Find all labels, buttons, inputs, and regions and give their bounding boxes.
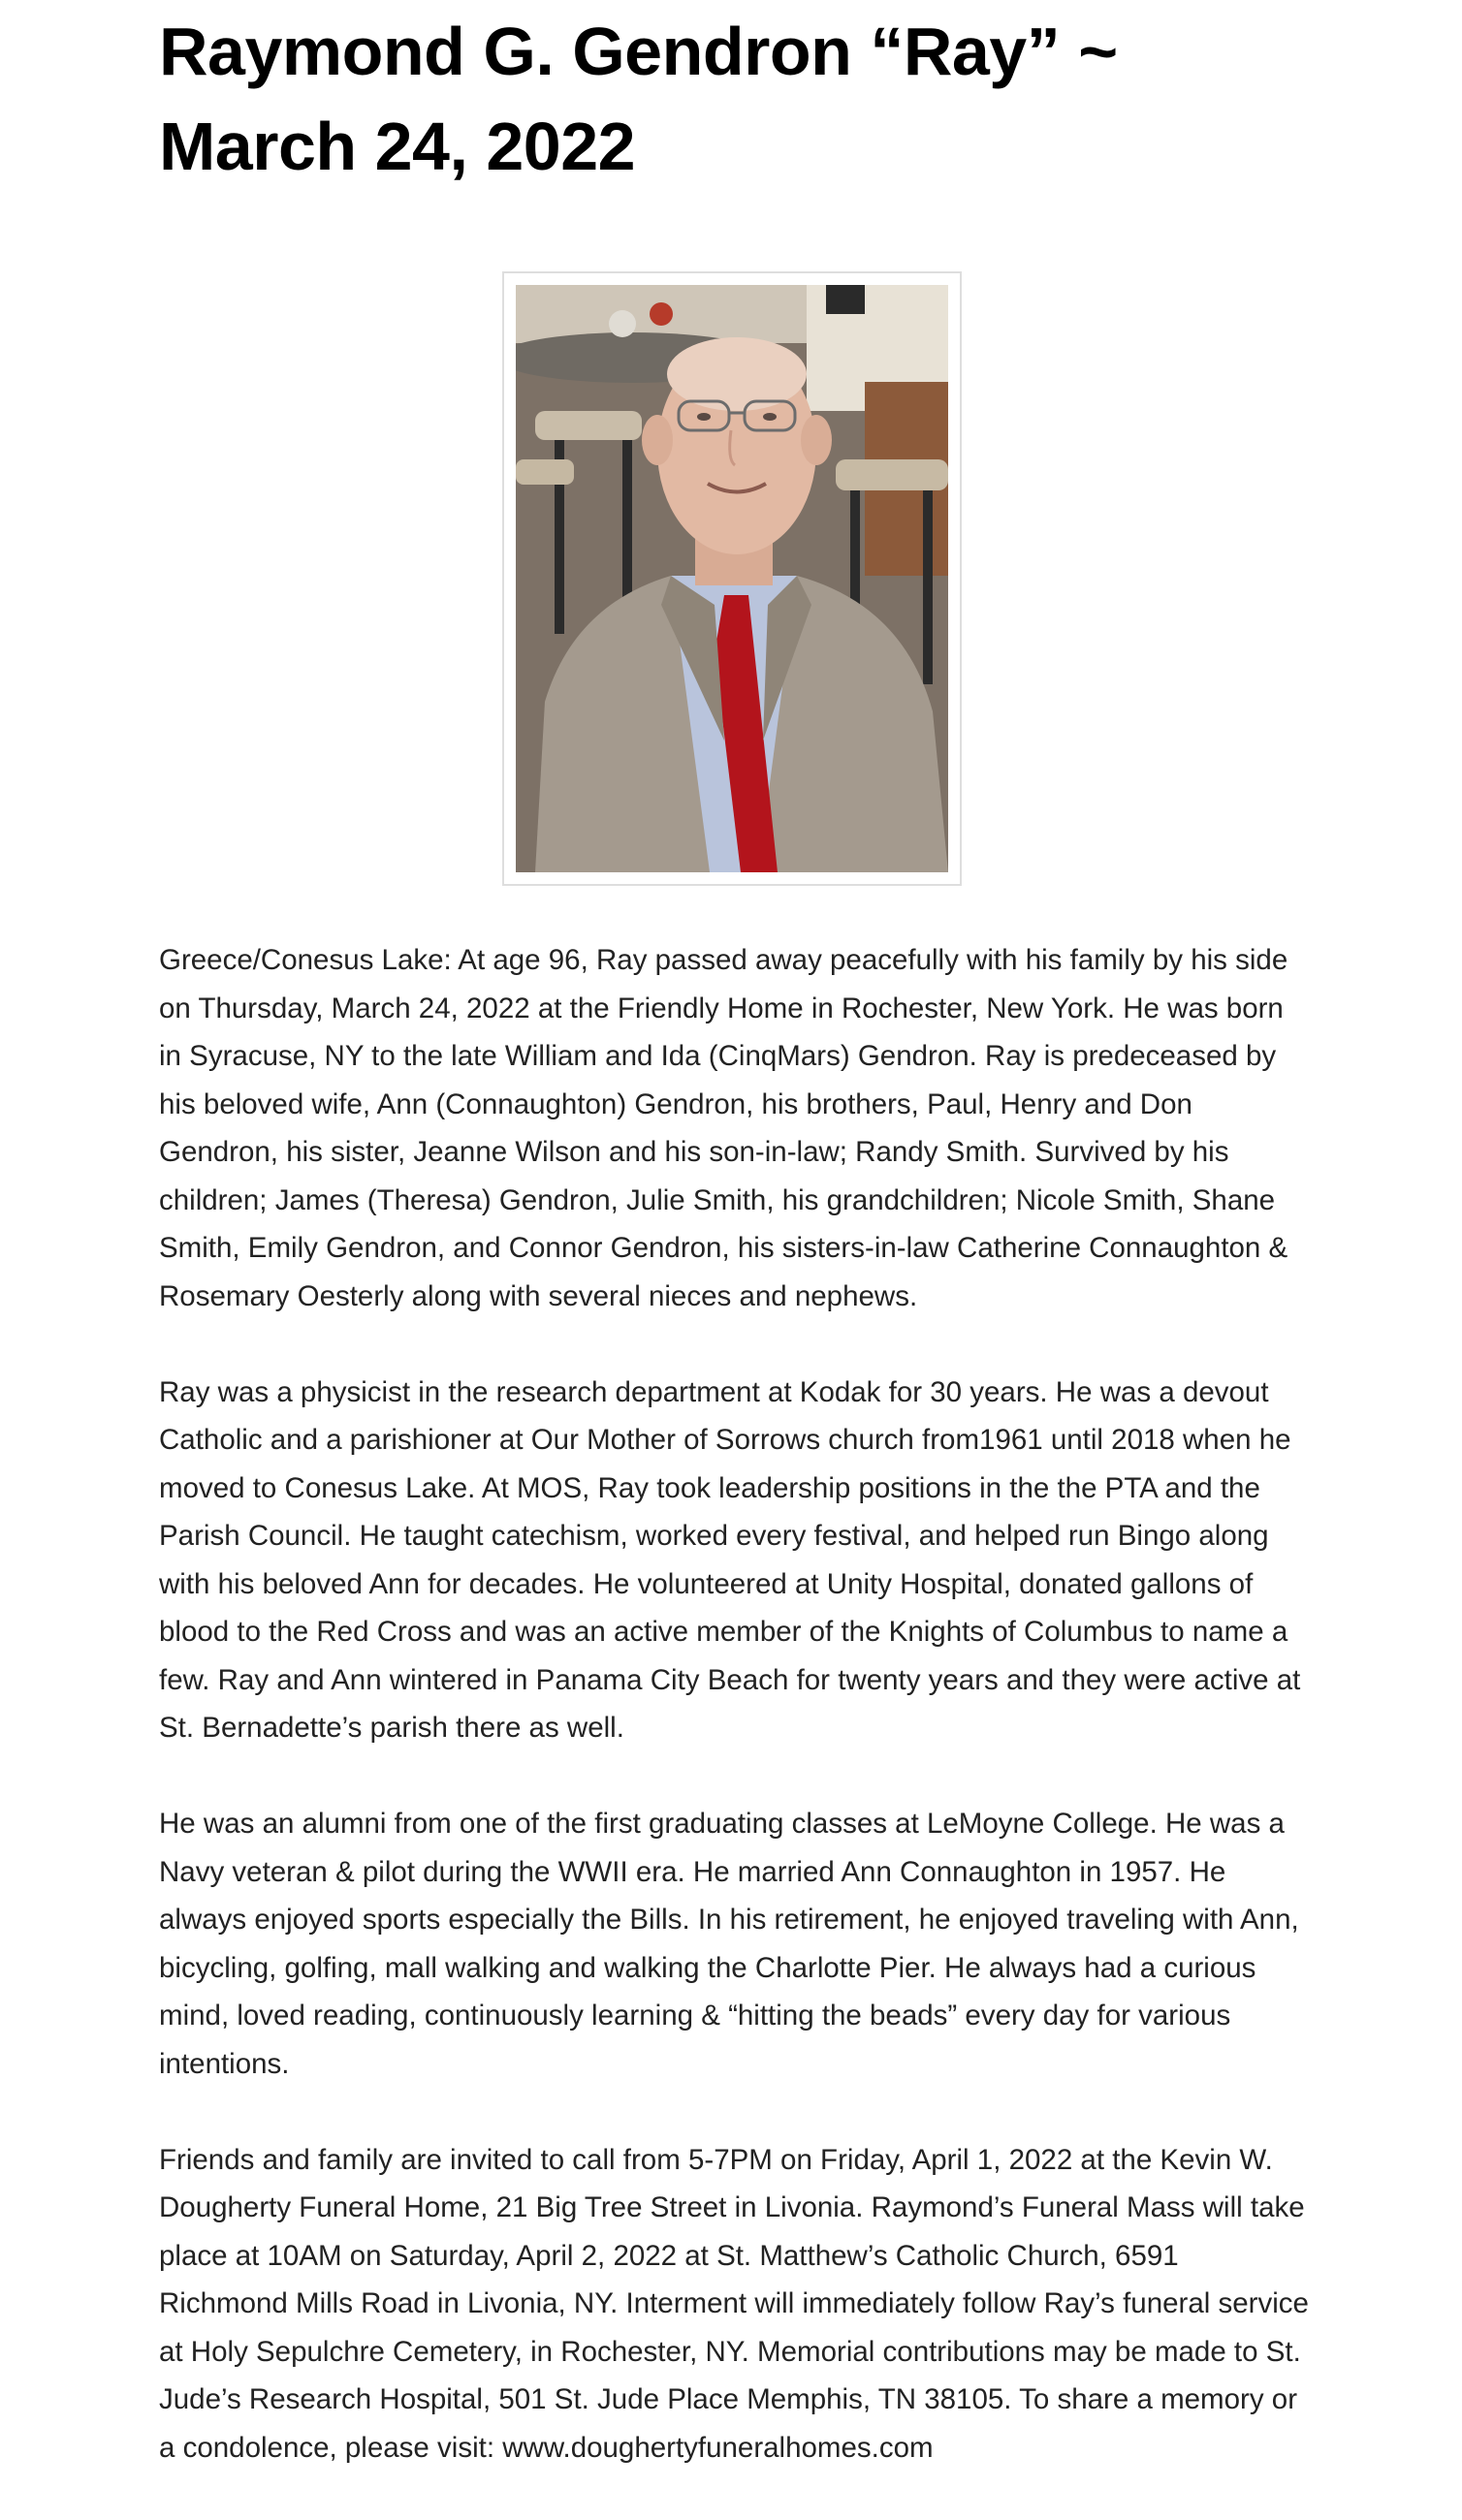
paragraph-services: Friends and family are invited to call from 5-7PM on Friday, April 1, 2022 at the Kevin W. Dougherty Funeral Home, 21 Big Tree Street in Livonia. Raymond’s Funeral Mass will take place at 10AM on Saturday, April 2, 2022 at St. Matthew’s Catholic Church, 6591 Richmond Mills Road in Livonia, NY. Interment will immediately follow Ray’s funeral service at Holy Sepulchre Cemetery, in Rochester, NY. Memorial contributions may be made to St. Jude’s Research Hospital, 501 St. Jude Place Memphis, TN 38105. To share a memory or a condolence, please visit: www.doughertyfuneralhomes.com <box>159 2143 1309 2464</box>
portrait-photo <box>516 285 948 872</box>
portrait-photo-frame <box>502 271 962 886</box>
title-line-2: March 24, 2022 <box>159 109 636 184</box>
title-line-1: Raymond G. Gendron “Ray” ~ <box>159 14 1118 89</box>
paragraph-career: Ray was a physicist in the research department at Kodak for 30 years. He was a devout Catholic and a parishioner at Our Mother of Sorrows church from1961 until 2018 when he moved to Conesus Lake. At MOS, Ray took leadership positions in the the PTA and the Parish Council. He taught catechism, worked every festival, and helped run Bingo along with his beloved Ann for decades. He volunteered at Unity Hospital, donated gallons of blood to the Red Cross and was an active member of the Knights of Columbus to name a few. Ray and Ann wintered in Panama City Beach for twenty years and they were active at St. Bernadette’s parish there as well. <box>159 1375 1301 1744</box>
obituary-body <box>159 936 1313 2520</box>
paragraph-family: Greece/Conesus Lake: At age 96, Ray passed away peacefully with his family by his side on Thursday, March 24, 2022 at the Friendly Home in Rochester, New York. He was born in Syracuse, NY to the late William and Ida (CinqMars) Gendron. Ray is predeceased by his beloved wife, Ann (Connaughton) Gendron, his brothers, Paul, Henry and Don Gendron, his sister, Jeanne Wilson and his son-in-law; Randy Smith. Survived by his children; James (Theresa) Gendron, Julie Smith, his grandchildren; Nicole Smith, Shane Smith, Emily Gendron, and Connor Gendron, his sisters-in-law Catherine Connaughton & Rosemary Oesterly along with several nieces and nephews. <box>159 944 1288 1312</box>
paragraph-life: He was an alumni from one of the first graduating classes at LeMoyne College. He was a Navy veteran & pilot during the WWII era. He married Ann Connaughton in 1957. He always enjoyed sports especially the Bills. In his retirement, he enjoyed traveling with Ann, bicycling, golfing, mall walking and walking the Charlotte Pier. He always had a curious mind, loved reading, continuously learning & “hitting the beads” every day for various intentions. <box>159 1808 1299 2080</box>
portrait-icon <box>516 285 948 872</box>
page-title <box>159 4 1313 194</box>
obituary-article <box>159 0 1313 2464</box>
